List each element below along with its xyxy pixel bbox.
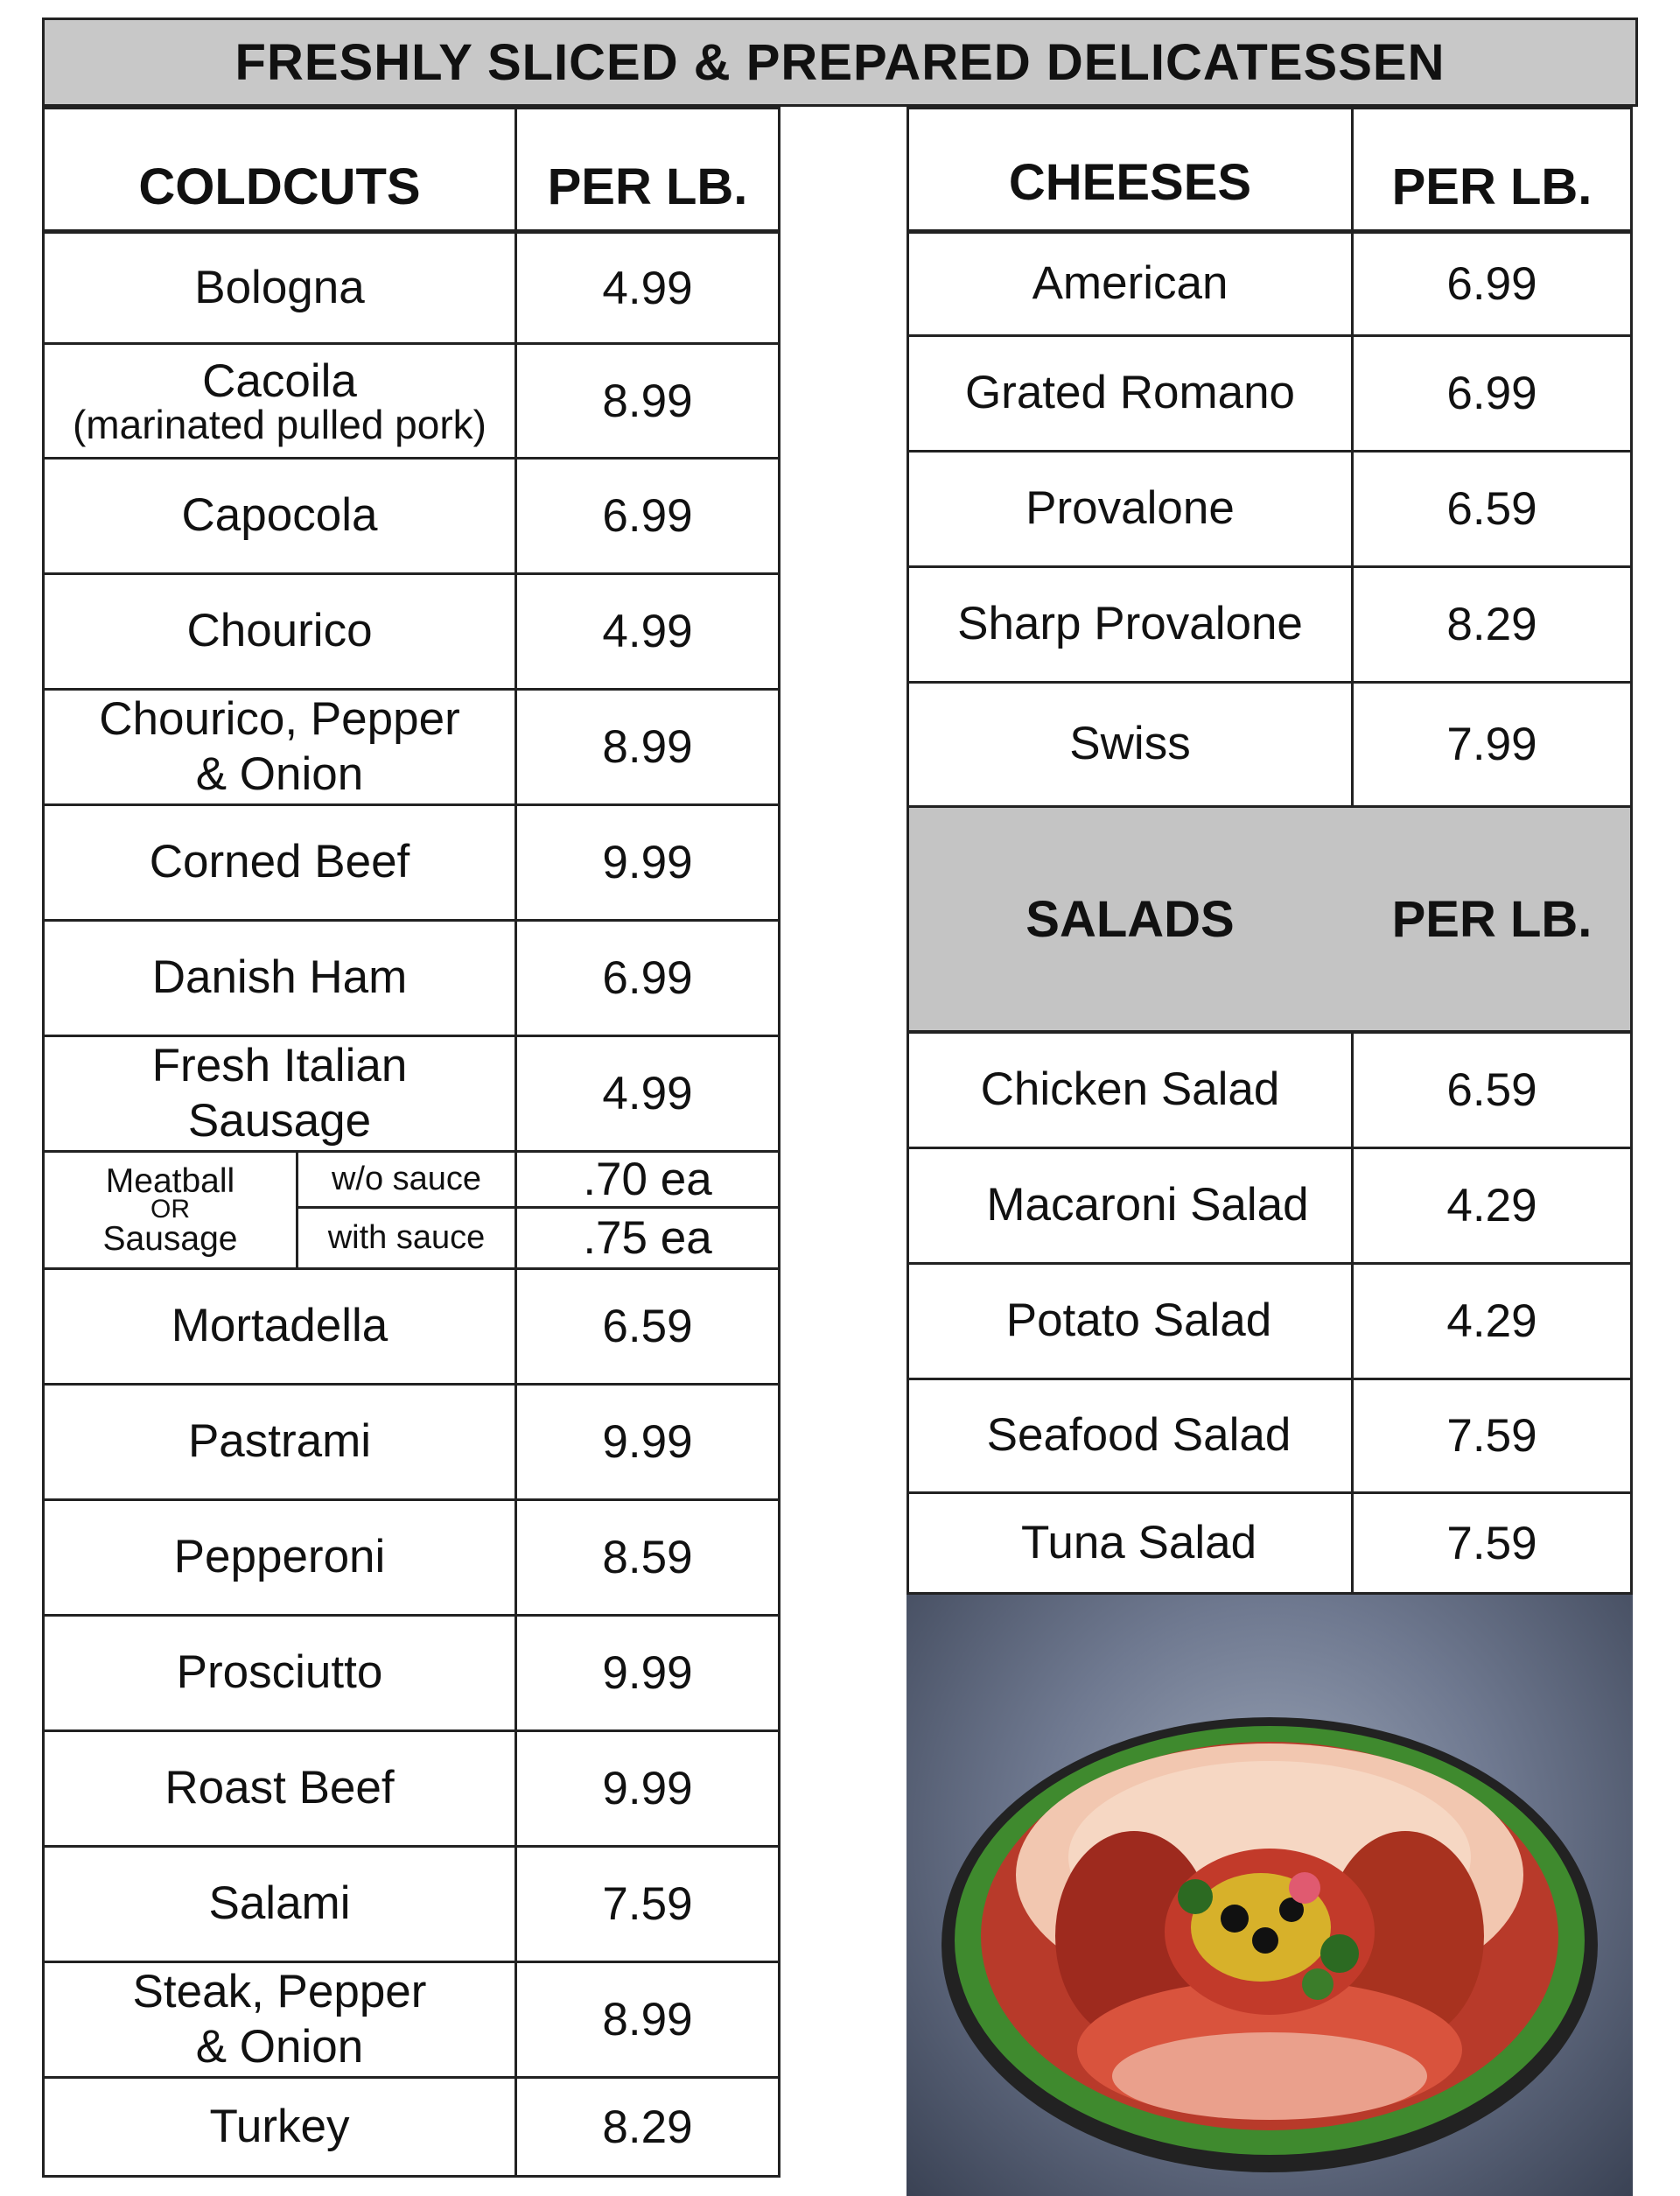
- item-name: Steak, Pepper: [132, 1965, 427, 2017]
- item-name: Fresh Italian: [151, 1039, 408, 1091]
- item-name: Pastrami: [187, 1415, 372, 1468]
- sausage-label: Sausage: [102, 1219, 238, 1258]
- coldcuts-per-lb-heading: PER LB.: [547, 158, 748, 215]
- item-price: 7.99: [1446, 719, 1537, 770]
- table-row: [45, 345, 778, 460]
- table-row: [45, 1848, 778, 1963]
- item-price: 7.59: [1446, 1517, 1537, 1569]
- item-price: 8.99: [602, 1994, 693, 2045]
- item-name: Seafood Salad: [986, 1409, 1292, 1462]
- meatball-label: Meatball: [105, 1162, 235, 1201]
- banner-title: FRESHLY SLICED & PREPARED DELICATESSEN: [234, 33, 1446, 91]
- item-price: 6.59: [602, 1301, 693, 1352]
- item-name-cell: [45, 345, 514, 457]
- item-price: 6.99: [1446, 258, 1537, 310]
- item-price: 9.99: [602, 1763, 693, 1814]
- option-label: with sauce: [327, 1219, 486, 1256]
- item-name-line2: & Onion: [195, 2020, 364, 2073]
- item-name: American: [1032, 257, 1228, 310]
- option-label: w/o sauce: [331, 1161, 482, 1197]
- salads-header: [909, 808, 1630, 1034]
- item-name: Prosciutto: [176, 1646, 383, 1699]
- table-row: [45, 1037, 778, 1153]
- table-row: [45, 2079, 778, 2175]
- table-row: [45, 1386, 778, 1501]
- item-price: 6.99: [602, 490, 693, 542]
- option-price: .70 ea: [583, 1154, 712, 1205]
- page-banner: [42, 18, 1638, 107]
- item-price: 4.99: [602, 262, 693, 314]
- table-row: [909, 234, 1630, 337]
- item-name: Swiss: [1069, 718, 1191, 770]
- item-name: Chourico: [186, 605, 373, 657]
- table-row: [45, 806, 778, 922]
- table-row: [909, 453, 1630, 568]
- or-label: OR: [150, 1195, 190, 1224]
- deli-platter-image: [906, 1595, 1633, 2196]
- table-row: [909, 1149, 1630, 1265]
- platter-illustration: [906, 1595, 1633, 2196]
- item-price: 4.99: [602, 606, 693, 657]
- meatball-name-cell: [45, 1153, 296, 1267]
- item-note: (marinated pulled pork): [72, 401, 486, 447]
- cheeses-heading: CHEESES: [1008, 154, 1252, 211]
- table-row: [909, 1265, 1630, 1380]
- item-name-cell: [45, 1037, 514, 1150]
- item-price: 4.99: [602, 1068, 693, 1119]
- item-name-line2: & Onion: [195, 747, 364, 800]
- table-row: [909, 1494, 1630, 1592]
- table-row: [909, 684, 1630, 808]
- item-name: Bologna: [194, 261, 365, 313]
- item-price: 9.99: [602, 837, 693, 888]
- item-price: 8.99: [602, 375, 693, 427]
- coldcuts-table: [42, 107, 780, 2178]
- item-name: Cacoila: [202, 354, 357, 407]
- item-name: Macaroni Salad: [986, 1179, 1309, 1231]
- meatball-option-row: [298, 1209, 778, 1267]
- table-row: [45, 460, 778, 575]
- item-name: Turkey: [209, 2100, 350, 2152]
- meatball-option-row: [298, 1153, 778, 1209]
- item-price: 9.99: [602, 1647, 693, 1699]
- item-price: 9.99: [602, 1416, 693, 1468]
- table-row: [909, 1380, 1630, 1494]
- table-row: [909, 1034, 1630, 1149]
- item-name: Grated Romano: [964, 367, 1296, 419]
- item-name: Capocola: [181, 489, 378, 542]
- coldcuts-header: [45, 109, 778, 234]
- item-price: 6.59: [1446, 1064, 1537, 1116]
- item-price: 6.99: [602, 952, 693, 1004]
- item-name: Chourico, Pepper: [99, 692, 460, 745]
- item-name: Provalone: [1026, 482, 1235, 535]
- item-price: 8.29: [1446, 599, 1537, 650]
- item-name: Danish Ham: [151, 951, 408, 1004]
- item-name-cell: [45, 1963, 514, 2076]
- salads-heading: SALADS: [1026, 890, 1235, 948]
- item-price: 8.29: [602, 2101, 693, 2153]
- item-price: 8.59: [602, 1532, 693, 1583]
- table-row: [45, 1501, 778, 1617]
- meatball-sausage-row: [45, 1153, 778, 1270]
- item-price: 6.99: [1446, 368, 1537, 419]
- item-price: 4.29: [1446, 1180, 1537, 1231]
- table-row: [45, 691, 778, 806]
- item-price: 7.59: [1446, 1410, 1537, 1462]
- item-name: Pepperoni: [173, 1531, 386, 1583]
- table-row: [45, 1617, 778, 1732]
- item-name: Chicken Salad: [980, 1063, 1280, 1116]
- item-name: Roast Beef: [164, 1762, 395, 1814]
- item-price: 4.29: [1446, 1295, 1537, 1347]
- table-row: [909, 568, 1630, 684]
- table-row: [45, 575, 778, 691]
- table-row: [45, 1270, 778, 1386]
- item-price: 6.59: [1446, 483, 1537, 535]
- item-price: 8.99: [602, 721, 693, 773]
- item-name-line2: Sausage: [187, 1094, 372, 1147]
- item-name: Mortadella: [171, 1300, 388, 1352]
- option-price: .75 ea: [583, 1212, 712, 1264]
- item-name: Salami: [208, 1877, 351, 1930]
- item-name-cell: [45, 691, 514, 803]
- cheeses-header: [909, 109, 1630, 234]
- item-price: 7.59: [602, 1878, 693, 1930]
- salads-per-lb-heading: PER LB.: [1391, 890, 1592, 948]
- table-row: [45, 1732, 778, 1848]
- item-name: Tuna Salad: [1020, 1516, 1257, 1568]
- item-name: Potato Salad: [1005, 1294, 1272, 1347]
- table-row: [45, 1963, 778, 2079]
- cheeses-salads-table: [906, 107, 1633, 1595]
- item-name: Corned Beef: [149, 836, 410, 888]
- table-row: [909, 337, 1630, 453]
- cheeses-per-lb-heading: PER LB.: [1391, 158, 1592, 215]
- coldcuts-heading: COLDCUTS: [138, 158, 421, 215]
- table-row: [45, 234, 778, 345]
- item-name: Sharp Provalone: [957, 598, 1303, 650]
- table-row: [45, 922, 778, 1037]
